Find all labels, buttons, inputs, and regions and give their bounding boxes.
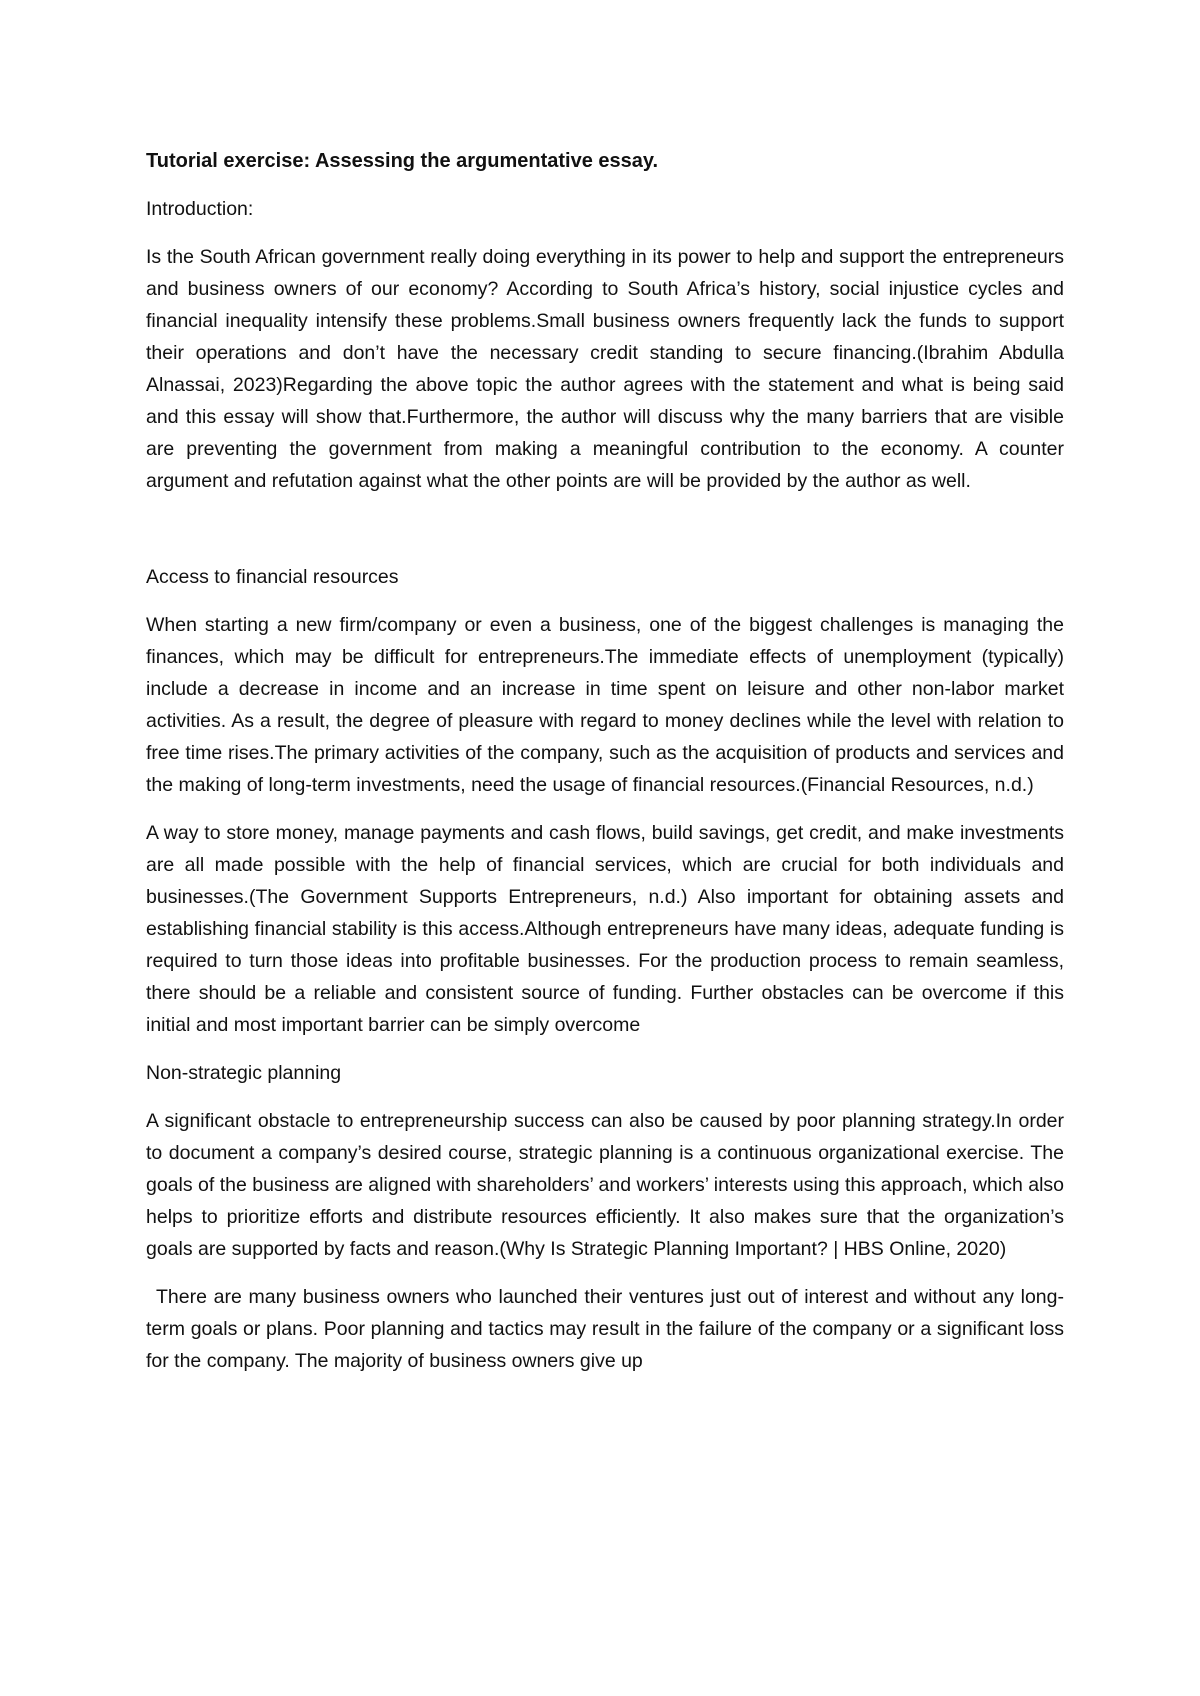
financial-resources-paragraph-1: When starting a new firm/company or even a business, one of the biggest challenges is managing the finances, which may be difficult for entrepreneurs.The immediate effects of unemployment (typically) include a decrease in income and an increase in time spent on leisure and other non-labor market activities. As a result, the degree of pleasure with regard to money declines while the level with relation to free time rises.The primary activities of the company, such as the acquisition of products and services and the making of long-term investments, need the usage of financial resources.(Financial Resources, n.d.) [146, 614, 1064, 796]
non-strategic-planning-paragraph-2 [146, 1281, 1064, 1377]
intro-paragraph: Is the South African government really doing everything in its power to help and support the entrepreneurs and business owners of our economy? According to South Africa’s history, social injustice cycles and financial inequality intensify these problems.Small business owners frequently lack the funds to support their operations and don’t have the necessary credit standing to secure financing.(Ibrahim Abdulla Alnassai, 2023)Regarding the above topic the author agrees with the statement and what is being said and this essay will show that.Furthermore, the author will discuss why the many barriers that are visible are preventing the government from making a meaningful contribution to the economy. A counter argument and refutation against what the other points are will be provided by the author as well. [146, 246, 1064, 492]
financial-resources-paragraph-2: A way to store money, manage payments and cash flows, build savings, get credit, and make investments are all made possible with the help of financial services, which are crucial for both individuals and businesses.(The Government Supports Entrepreneurs, n.d.) Also important for obtaining assets and establishing financial stability is this access.Although entrepreneurs have many ideas, adequate funding is required to turn those ideas into profitable businesses. For the production process to remain seamless, there should be a reliable and consistent source of funding. Further obstacles can be overcome if this initial and most important barrier can be simply overcome [146, 822, 1064, 1036]
intro-heading: Introduction: [146, 198, 254, 220]
non-strategic-planning-paragraph-1: A significant obstacle to entrepreneurship success can also be caused by poor planning strategy.In order to document a company’s desired course, strategic planning is a continuous organizational exercise. The goals of the business are aligned with shareholders’ and workers’ interests using this approach, which also helps to prioritize efforts and distribute resources efficiently. It also makes sure that the organization’s goals are supported by facts and reason.(Why Is Strategic Planning Important? | HBS Online, 2020) [146, 1110, 1064, 1260]
section-heading-financial-resources: Access to financial resources [146, 566, 399, 588]
section-heading-non-strategic-planning: Non-strategic planning [146, 1062, 342, 1084]
non-strategic-planning-paragraph-2-text: There are many business owners who launched their ventures just out of interest and without any long-term goals or plans. Poor planning and tactics may result in the failure of the company or a significant loss for the company. The majority of business owners give up [146, 1286, 1064, 1372]
section-spacer [146, 513, 1064, 561]
document-body [146, 145, 1064, 1393]
document-title: Tutorial exercise: Assessing the argumentative essay. [146, 150, 659, 172]
